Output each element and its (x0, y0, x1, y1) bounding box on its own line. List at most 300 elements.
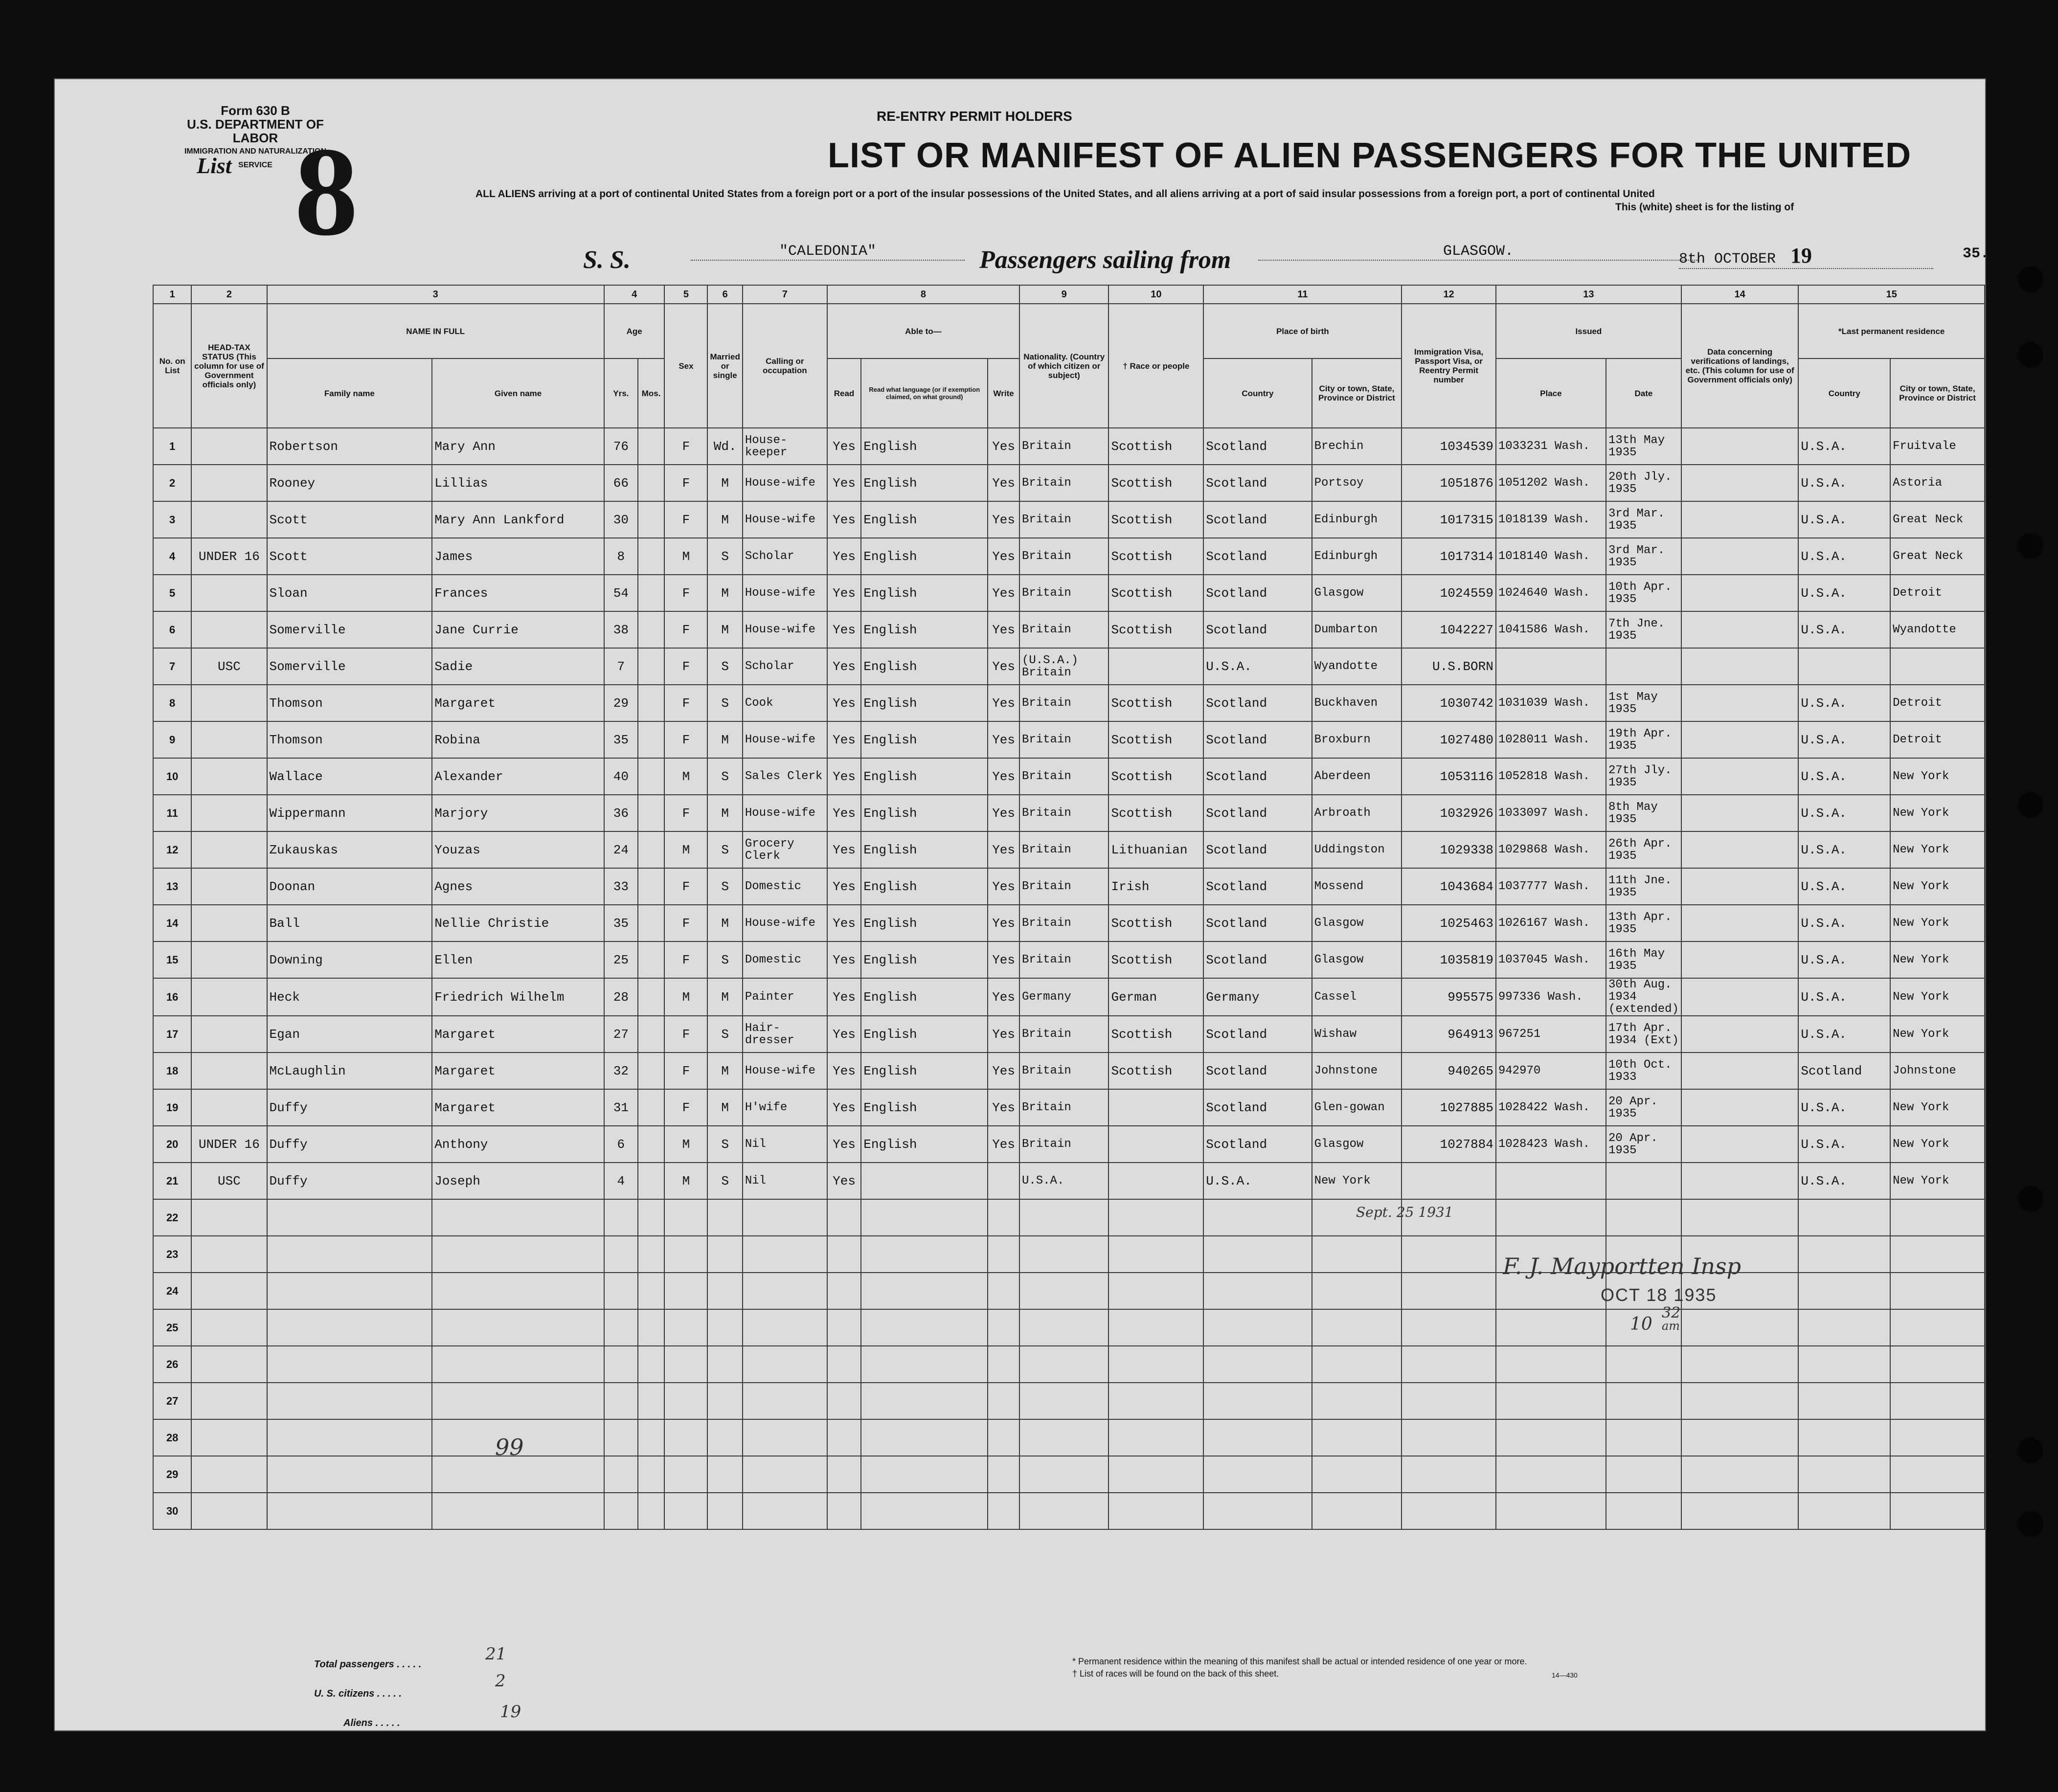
occupation-cell: Domestic (743, 941, 827, 978)
issued-date-cell: 20 Apr. 1935 (1606, 1126, 1681, 1163)
read-cell (827, 1456, 861, 1493)
form-number: Form 630 B (221, 103, 290, 118)
age-years-cell: 32 (604, 1053, 638, 1089)
hdr-age: Age (604, 304, 665, 358)
issued-place-cell: 1028422 Wash. (1496, 1089, 1606, 1126)
residence-country-cell: U.S.A. (1798, 795, 1890, 831)
residence-country-cell: U.S.A. (1798, 1016, 1890, 1053)
race-cell: Lithuanian (1108, 831, 1203, 868)
residence-country-cell (1798, 648, 1890, 685)
residence-city-cell (1890, 1383, 1985, 1419)
family-name-cell (267, 1309, 432, 1346)
race-cell: Scottish (1108, 575, 1203, 611)
nationality-cell: Britain (1019, 721, 1109, 758)
landing-data-cell (1681, 648, 1798, 685)
nationality-cell: Britain (1019, 831, 1109, 868)
sex-cell: F (664, 428, 707, 465)
race-cell: Scottish (1108, 538, 1203, 575)
issued-place-cell: 1031039 Wash. (1496, 685, 1606, 721)
family-name-cell: Scott (267, 501, 432, 538)
row-number: 4 (153, 538, 191, 575)
birth-country-cell (1203, 1493, 1312, 1529)
birth-country-cell (1203, 1346, 1312, 1383)
occupation-cell: House-wife (743, 795, 827, 831)
col-num-11: 11 (1203, 285, 1402, 304)
nationality-cell (1019, 1383, 1109, 1419)
residence-country-cell (1798, 1199, 1890, 1236)
residence-city-cell (1890, 1273, 1985, 1309)
visa-number-cell: U.S.BORN (1402, 648, 1496, 685)
visa-number-cell: 1051876 (1402, 465, 1496, 501)
row-number: 10 (153, 758, 191, 795)
marital-cell: M (707, 1089, 742, 1126)
occupation-cell (743, 1273, 827, 1309)
given-name-cell: Margaret (432, 1089, 604, 1126)
landing-data-cell (1681, 685, 1798, 721)
nationality-cell (1019, 1309, 1109, 1346)
read-cell: Yes (827, 685, 861, 721)
write-cell: Yes (988, 1126, 1019, 1163)
date-stamp: OCT 18 1935 (1601, 1285, 1717, 1305)
landing-data-cell (1681, 1089, 1798, 1126)
age-years-cell: 28 (604, 978, 638, 1016)
read-cell: Yes (827, 501, 861, 538)
given-name-cell: Nellie Christie (432, 905, 604, 941)
marital-cell (707, 1199, 742, 1236)
age-years-cell: 36 (604, 795, 638, 831)
residence-city-cell: Great Neck (1890, 501, 1985, 538)
form-code: 14—430 (1552, 1671, 1578, 1679)
hdr-pob-country: Country (1203, 358, 1312, 428)
issued-place-cell (1496, 1309, 1606, 1346)
marital-cell: S (707, 941, 742, 978)
row-number: 30 (153, 1493, 191, 1529)
occupation-cell: Domestic (743, 868, 827, 905)
read-cell: Yes (827, 1089, 861, 1126)
hdr-language: Read what language (or if exemption claimed, on what ground) (861, 358, 988, 428)
given-name-cell: Agnes (432, 868, 604, 905)
given-name-cell (432, 1493, 604, 1529)
hdr-place-of-birth: Place of birth (1203, 304, 1402, 358)
department: U.S. DEPARTMENT OF LABOR (187, 117, 324, 145)
col-num-13: 13 (1496, 285, 1681, 304)
visa-number-cell (1402, 1493, 1496, 1529)
nationality-cell: Britain (1019, 941, 1109, 978)
landing-data-cell (1681, 1383, 1798, 1419)
residence-city-cell: Astoria (1890, 465, 1985, 501)
birth-country-cell (1203, 1383, 1312, 1419)
birth-city-cell: Portsoy (1312, 465, 1402, 501)
read-cell: Yes (827, 795, 861, 831)
birth-country-cell: Scotland (1203, 721, 1312, 758)
age-years-cell: 54 (604, 575, 638, 611)
given-name-cell: Youzas (432, 831, 604, 868)
birth-city-cell: Glasgow (1312, 575, 1402, 611)
issued-place-cell (1496, 1419, 1606, 1456)
issued-date-cell: 26th Apr. 1935 (1606, 831, 1681, 868)
residence-country-cell: U.S.A. (1798, 905, 1890, 941)
age-months-cell (638, 1309, 665, 1346)
table-row (153, 978, 1985, 1016)
residence-city-cell: Detroit (1890, 685, 1985, 721)
residence-country-cell (1798, 1493, 1890, 1529)
residence-city-cell: Wyandotte (1890, 611, 1985, 648)
language-cell: English (861, 611, 988, 648)
residence-country-cell (1798, 1419, 1890, 1456)
residence-city-cell: New York (1890, 941, 1985, 978)
table-row (153, 1456, 1985, 1493)
birth-country-cell: Scotland (1203, 575, 1312, 611)
residence-city-cell (1890, 1346, 1985, 1383)
col-num-8: 8 (827, 285, 1019, 304)
sex-cell: F (664, 611, 707, 648)
age-months-cell (638, 758, 665, 795)
age-years-cell (604, 1383, 638, 1419)
marital-cell (707, 1456, 742, 1493)
occupation-cell: Nil (743, 1163, 827, 1199)
residence-country-cell (1798, 1273, 1890, 1309)
language-cell (861, 1309, 988, 1346)
given-name-cell: Marjory (432, 795, 604, 831)
sex-cell: F (664, 795, 707, 831)
residence-country-cell: U.S.A. (1798, 831, 1890, 868)
list-number: 8 (294, 121, 358, 262)
residence-country-cell: U.S.A. (1798, 1126, 1890, 1163)
head-tax-cell (191, 1346, 267, 1383)
language-cell: English (861, 868, 988, 905)
given-name-cell (432, 1273, 604, 1309)
birth-city-cell (1312, 1273, 1402, 1309)
row-number: 12 (153, 831, 191, 868)
write-cell: Yes (988, 648, 1019, 685)
issued-date-cell (1606, 1163, 1681, 1199)
write-cell: Yes (988, 611, 1019, 648)
landing-data-cell (1681, 1456, 1798, 1493)
residence-city-cell: Detroit (1890, 575, 1985, 611)
birth-country-cell (1203, 1419, 1312, 1456)
us-citizens-value: 2 (495, 1671, 506, 1691)
landing-data-cell (1681, 758, 1798, 795)
language-cell (861, 1383, 988, 1419)
race-cell: Scottish (1108, 721, 1203, 758)
visa-number-cell: 1032926 (1402, 795, 1496, 831)
table-row (153, 465, 1985, 501)
given-name-cell: Anthony (432, 1126, 604, 1163)
marital-cell (707, 1493, 742, 1529)
birth-country-cell (1203, 1236, 1312, 1273)
visa-number-cell: 1027885 (1402, 1089, 1496, 1126)
birth-city-cell: Arbroath (1312, 795, 1402, 831)
family-name-cell: Duffy (267, 1089, 432, 1126)
age-months-cell (638, 648, 665, 685)
binder-hole-2 (2018, 342, 2043, 368)
family-name-cell: McLaughlin (267, 1053, 432, 1089)
row-number: 1 (153, 428, 191, 465)
family-name-cell: Rooney (267, 465, 432, 501)
race-cell (1108, 648, 1203, 685)
landing-data-cell (1681, 575, 1798, 611)
header-row-1 (153, 304, 1985, 358)
issued-date-cell: 20 Apr. 1935 (1606, 1089, 1681, 1126)
nationality-cell: Britain (1019, 1126, 1109, 1163)
visa-number-cell: 1027884 (1402, 1126, 1496, 1163)
language-cell: English (861, 575, 988, 611)
birth-city-cell: Wyandotte (1312, 648, 1402, 685)
occupation-cell (743, 1346, 827, 1383)
birth-city-cell: Mossend (1312, 868, 1402, 905)
birth-country-cell: Germany (1203, 978, 1312, 1016)
issued-place-cell (1496, 1199, 1606, 1236)
birth-city-cell: Glasgow (1312, 1126, 1402, 1163)
landing-data-cell (1681, 941, 1798, 978)
table-row (153, 905, 1985, 941)
stamp-time: 10 (1630, 1314, 1652, 1334)
footnote-races: † List of races will be found on the back of this sheet. (1072, 1669, 1279, 1679)
family-name-cell: Duffy (267, 1163, 432, 1199)
residence-country-cell (1798, 1236, 1890, 1273)
residence-city-cell: New York (1890, 1163, 1985, 1199)
port-of-departure: GLASGOW. (1258, 243, 1698, 261)
visa-number-cell: 1025463 (1402, 905, 1496, 941)
birth-city-cell: Cassel (1312, 978, 1402, 1016)
given-name-cell: Frances (432, 575, 604, 611)
occupation-cell: House-wife (743, 611, 827, 648)
visa-number-cell: 1043684 (1402, 868, 1496, 905)
birth-country-cell: Scotland (1203, 1053, 1312, 1089)
residence-city-cell (1890, 1493, 1985, 1529)
binder-hole-3 (2018, 533, 2043, 559)
row-number: 25 (153, 1309, 191, 1346)
landing-data-cell (1681, 428, 1798, 465)
issued-date-cell: 3rd Mar. 1935 (1606, 538, 1681, 575)
issued-place-cell: 1052818 Wash. (1496, 758, 1606, 795)
sex-cell: F (664, 905, 707, 941)
occupation-cell (743, 1456, 827, 1493)
table-row (153, 831, 1985, 868)
age-months-cell (638, 1273, 665, 1309)
race-cell (1108, 1089, 1203, 1126)
nationality-cell: Britain (1019, 428, 1109, 465)
issued-date-cell: 19th Apr. 1935 (1606, 721, 1681, 758)
sex-cell (664, 1383, 707, 1419)
age-months-cell (638, 538, 665, 575)
head-tax-cell (191, 1199, 267, 1236)
landing-data-cell (1681, 1126, 1798, 1163)
issued-date-cell (1606, 1199, 1681, 1236)
occupation-cell: House-wife (743, 905, 827, 941)
residence-country-cell: U.S.A. (1798, 941, 1890, 978)
issued-place-cell (1496, 1456, 1606, 1493)
nationality-cell: Britain (1019, 795, 1109, 831)
residence-country-cell: U.S.A. (1798, 575, 1890, 611)
age-months-cell (638, 941, 665, 978)
issued-date-cell: 8th May 1935 (1606, 795, 1681, 831)
birth-city-cell (1312, 1346, 1402, 1383)
language-cell (861, 1419, 988, 1456)
race-cell (1108, 1493, 1203, 1529)
age-months-cell (638, 1053, 665, 1089)
row-number: 3 (153, 501, 191, 538)
occupation-cell (743, 1309, 827, 1346)
marital-cell (707, 1309, 742, 1346)
occupation-cell (743, 1383, 827, 1419)
language-cell: English (861, 831, 988, 868)
issued-place-cell (1496, 1493, 1606, 1529)
age-years-cell (604, 1236, 638, 1273)
residence-country-cell (1798, 1346, 1890, 1383)
read-cell (827, 1199, 861, 1236)
birth-country-cell: Scotland (1203, 428, 1312, 465)
issued-place-cell: 1033231 Wash. (1496, 428, 1606, 465)
age-months-cell (638, 795, 665, 831)
family-name-cell (267, 1273, 432, 1309)
family-name-cell (267, 1199, 432, 1236)
birth-city-cell: New York (1312, 1163, 1402, 1199)
write-cell: Yes (988, 501, 1019, 538)
row-number: 8 (153, 685, 191, 721)
write-cell (988, 1346, 1019, 1383)
marital-cell: S (707, 1016, 742, 1053)
residence-country-cell: U.S.A. (1798, 721, 1890, 758)
nationality-cell: Britain (1019, 1016, 1109, 1053)
family-name-cell (267, 1346, 432, 1383)
family-name-cell: Wippermann (267, 795, 432, 831)
language-cell: English (861, 1126, 988, 1163)
issued-date-cell (1606, 1419, 1681, 1456)
col-num-3: 3 (267, 285, 604, 304)
given-name-cell: Lillias (432, 465, 604, 501)
col-num-5: 5 (664, 285, 707, 304)
race-cell: Scottish (1108, 795, 1203, 831)
marital-cell (707, 1419, 742, 1456)
hdr-issued-date: Date (1606, 358, 1681, 428)
col-num-4: 4 (604, 285, 665, 304)
race-cell: Scottish (1108, 611, 1203, 648)
write-cell: Yes (988, 868, 1019, 905)
stamp-ampm: am (1662, 1319, 1680, 1333)
birth-country-cell: U.S.A. (1203, 648, 1312, 685)
occupation-cell: Scholar (743, 538, 827, 575)
binder-hole-5 (2018, 1186, 2043, 1211)
language-cell: English (861, 648, 988, 685)
landing-data-cell (1681, 1309, 1798, 1346)
family-name-cell: Wallace (267, 758, 432, 795)
row-number: 19 (153, 1089, 191, 1126)
residence-country-cell (1798, 1456, 1890, 1493)
row-number: 20 (153, 1126, 191, 1163)
residence-city-cell (1890, 648, 1985, 685)
landing-data-cell (1681, 611, 1798, 648)
manifest-table (153, 285, 1985, 1530)
occupation-cell: Painter (743, 978, 827, 1016)
col-num-15: 15 (1798, 285, 1985, 304)
read-cell: Yes (827, 1053, 861, 1089)
issued-date-cell (1606, 648, 1681, 685)
row-number: 29 (153, 1456, 191, 1493)
nationality-cell (1019, 1493, 1109, 1529)
occupation-cell: Sales Clerk (743, 758, 827, 795)
table-row (153, 1126, 1985, 1163)
birth-city-cell: Aberdeen (1312, 758, 1402, 795)
marital-cell: S (707, 1126, 742, 1163)
age-months-cell (638, 428, 665, 465)
read-cell: Yes (827, 465, 861, 501)
language-cell (861, 1273, 988, 1309)
issued-place-cell (1496, 648, 1606, 685)
nationality-cell: Britain (1019, 758, 1109, 795)
hdr-pob-city: City or town, State, Province or District (1312, 358, 1402, 428)
occupation-cell: H'wife (743, 1089, 827, 1126)
birth-date-note: Sept. 25 1931 (1356, 1204, 1453, 1220)
language-cell: English (861, 1053, 988, 1089)
table-row (153, 575, 1985, 611)
table-row (153, 538, 1985, 575)
visa-number-cell: 1034539 (1402, 428, 1496, 465)
given-name-cell: Jane Currie (432, 611, 604, 648)
write-cell: Yes (988, 1016, 1019, 1053)
race-cell: Scottish (1108, 758, 1203, 795)
nationality-cell (1019, 1346, 1109, 1383)
race-cell (1108, 1419, 1203, 1456)
marital-cell: S (707, 685, 742, 721)
row-number: 9 (153, 721, 191, 758)
sailing-day-month: 8th OCTOBER (1679, 251, 1776, 268)
family-name-cell (267, 1236, 432, 1273)
head-tax-cell (191, 501, 267, 538)
row-number: 28 (153, 1419, 191, 1456)
ship-name: "CALEDONIA" (691, 243, 965, 261)
birth-country-cell (1203, 1456, 1312, 1493)
col-num-12: 12 (1402, 285, 1496, 304)
table-row (153, 1163, 1985, 1199)
head-tax-cell: UNDER 16 (191, 538, 267, 575)
issued-place-cell (1496, 1346, 1606, 1383)
given-name-cell: Joseph (432, 1163, 604, 1199)
head-tax-cell (191, 1016, 267, 1053)
issued-place-cell: 1033097 Wash. (1496, 795, 1606, 831)
issued-place-cell: 1041586 Wash. (1496, 611, 1606, 648)
race-cell: Scottish (1108, 428, 1203, 465)
given-name-cell (432, 1309, 604, 1346)
sex-cell: F (664, 868, 707, 905)
table-row (153, 1309, 1985, 1346)
race-cell: German (1108, 978, 1203, 1016)
birth-city-cell (1312, 1456, 1402, 1493)
issued-date-cell: 3rd Mar. 1935 (1606, 501, 1681, 538)
age-months-cell (638, 721, 665, 758)
write-cell: Yes (988, 758, 1019, 795)
hdr-able-to: Able to— (827, 304, 1019, 358)
row-number: 6 (153, 611, 191, 648)
landing-data-cell (1681, 1053, 1798, 1089)
age-years-cell: 7 (604, 648, 638, 685)
binder-hole-4 (2018, 792, 2043, 818)
age-months-cell (638, 978, 665, 1016)
read-cell: Yes (827, 941, 861, 978)
language-cell: English (861, 428, 988, 465)
aliens-label: Aliens . . . . . (343, 1718, 400, 1728)
visa-number-cell (1402, 1163, 1496, 1199)
marital-cell (707, 1383, 742, 1419)
sex-cell (664, 1346, 707, 1383)
table-row (153, 1089, 1985, 1126)
race-cell: Scottish (1108, 941, 1203, 978)
language-cell (861, 1493, 988, 1529)
occupation-cell: House-wife (743, 465, 827, 501)
occupation-cell: House-wife (743, 1053, 827, 1089)
col-num-10: 10 (1108, 285, 1203, 304)
head-tax-cell (191, 978, 267, 1016)
